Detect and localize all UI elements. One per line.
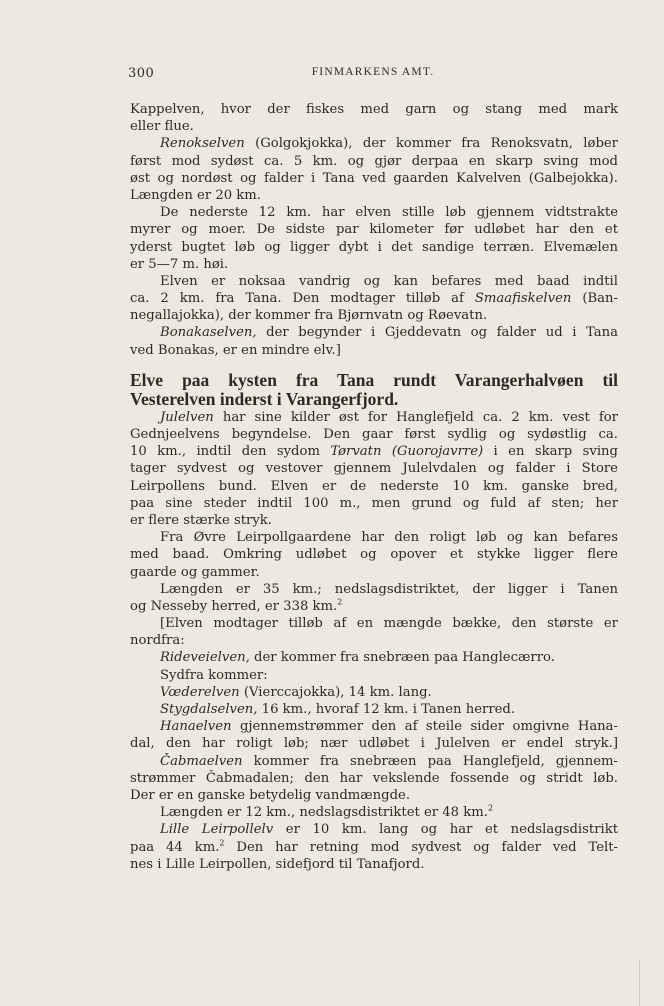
text-line: ved Bonakas, er en mindre elv.]	[130, 342, 341, 358]
text-span: i en skarp sving	[483, 444, 618, 460]
text-span: der begynder i Gjeddevatn og falder ud i Tana	[256, 325, 618, 341]
text-line: Længden er 35 km.; nedslagsdistriktet, der ligger i Tanen	[160, 581, 618, 597]
text-line	[130, 649, 618, 666]
lake-name: Tørvatn (Guorojavrre)	[330, 444, 484, 460]
page-body	[130, 101, 618, 873]
text-line	[130, 839, 618, 856]
text-line: Gednjeelvens begyndelse. Den gaar først sydlig og sydøstlig ca.	[130, 427, 618, 442]
river-name: Bonakaselven,	[160, 325, 257, 341]
text-span: (Golgokjokka), der kommer fra Renoksvatn, løber	[244, 136, 618, 152]
text-span: kommer fra snebræen paa Hanglefjeld, gjennem-	[242, 753, 618, 769]
text-line: tager sydvest og vestover gjennem Julelvdalen og falder i Store	[130, 461, 618, 477]
text-span: (Vierccajokka), 14 km. lang.	[239, 684, 432, 700]
text-span: paa 44 km.	[130, 839, 220, 855]
text-span: 16 km., hvoraf 12 km. i Tanen herred.	[257, 702, 516, 717]
text-line: Elven er noksaa vandrig og kan befares med baad indtil	[160, 273, 618, 289]
river-name: Vœderelven	[160, 684, 240, 700]
text-span: Længden er 12 km., nedslagsdistriktet er 48 km.	[160, 805, 488, 821]
river-name: Hanaelven	[160, 719, 232, 735]
page-number: 300	[128, 66, 155, 81]
text-line: De nederste 12 km. har elven stille løb gjennem vidtstrakte	[160, 205, 618, 221]
river-name: Lille Leirpollelv	[160, 822, 274, 838]
river-name: Stygdalselven,	[160, 702, 258, 717]
river-name: Julelven	[160, 409, 214, 425]
river-name: Čabmaelven	[160, 753, 243, 769]
text-line: nordfra:	[130, 633, 185, 649]
text-line	[130, 804, 618, 821]
text-line	[130, 598, 618, 615]
text-line	[130, 443, 618, 460]
text-line: negallajokka), der kommer fra Bjørnvatn og Røevatn.	[130, 308, 488, 324]
section-heading: Vesterelven inderst i Varangerfjord.	[130, 388, 399, 409]
text-line	[130, 821, 618, 838]
text-line	[130, 135, 618, 152]
text-line	[130, 684, 618, 701]
text-line: er flere stærke stryk.	[130, 512, 272, 528]
text-span: og Nesseby herred, er 338 km.	[130, 598, 338, 614]
superscript: 2	[219, 838, 225, 848]
text-line: gaarde og gammer.	[130, 564, 260, 580]
text-line: yderst bugtet løb og ligger dybt i det sandige terræn. Elvemælen	[130, 239, 618, 255]
running-title: FINMARKENS AMT.	[311, 66, 435, 78]
text-span: Den har retning mod sydvest og falder ved Telt-	[224, 839, 618, 855]
text-line: strømmer Čabmadalen; den har vekslende fossende og stridt løb.	[130, 770, 618, 786]
text-line	[130, 718, 618, 735]
text-line: paa sine steder indtil 100 m., men grund og fuld af sten; her	[130, 495, 618, 511]
text-span: der kommer fra snebræen paa Hanglecærro.	[249, 650, 555, 666]
text-line: myrer og moer. De sidste par kilometer før udløbet har den et	[130, 222, 618, 238]
superscript: 2	[487, 804, 494, 813]
text-line: nes i Lille Leirpollen, sidefjord til Tanafjord.	[130, 856, 425, 872]
text-span: er 10 km. lang og har et nedslagsdistrikt	[273, 822, 618, 838]
text-line: med baad. Omkring udløbet og opover et stykke ligger flere	[130, 547, 618, 563]
text-line	[130, 701, 618, 718]
text-line: Længden er 20 km.	[130, 187, 261, 203]
text-line: Sydfra kommer:	[160, 667, 268, 683]
text-line: øst og nordøst og falder i Tana ved gaarden Kalvelven (Galbejokka).	[130, 170, 618, 186]
text-line: først mod sydøst ca. 5 km. og gjør derpaa en skarp sving mod	[130, 153, 618, 169]
text-line: eller flue.	[130, 119, 194, 135]
text-span: ca. 2 km. fra Tana. Den modtager tilløb af	[130, 291, 475, 307]
text-line: Fra Øvre Leirpollgaardene har den roligt løb og kan befares	[160, 530, 618, 546]
text-line: Kappelven, hvor der fiskes med garn og stang med mark	[130, 102, 618, 117]
text-line	[130, 753, 618, 770]
text-span: 10 km., indtil den sydom	[130, 444, 331, 460]
text-line: er 5—7 m. høi.	[130, 256, 229, 272]
text-line	[130, 409, 618, 426]
text-line: [Elven modtager tilløb af en mængde bække, den største er	[160, 616, 618, 632]
text-line: Der er en ganske betydelig vandmængde.	[130, 787, 411, 803]
text-span: (Ban-	[571, 291, 618, 307]
text-line: dal, den har roligt løb; nær udløbet i Julelven er endel stryk.]	[130, 736, 618, 752]
text-span: gjennemstrømmer den af steile sider omgivne Hana-	[231, 719, 618, 735]
section-heading: Elve paa kysten fra Tana rundt Varangerhalvøen til	[130, 369, 618, 390]
text-line: Leirpollens bund. Elven er de nederste 10 km. ganske bred,	[130, 478, 618, 494]
river-name: Smaafiskelven	[474, 291, 572, 307]
page-header	[128, 66, 618, 84]
text-line	[130, 324, 618, 341]
page-edge-divider	[639, 960, 664, 1006]
text-line	[130, 290, 618, 307]
river-name: Rideveielven,	[160, 650, 250, 666]
superscript: 2	[337, 597, 343, 607]
text-span: har sine kilder øst for Hanglefjeld ca. 2 km. vest for	[213, 409, 618, 425]
river-name: Renokselven	[160, 136, 245, 152]
